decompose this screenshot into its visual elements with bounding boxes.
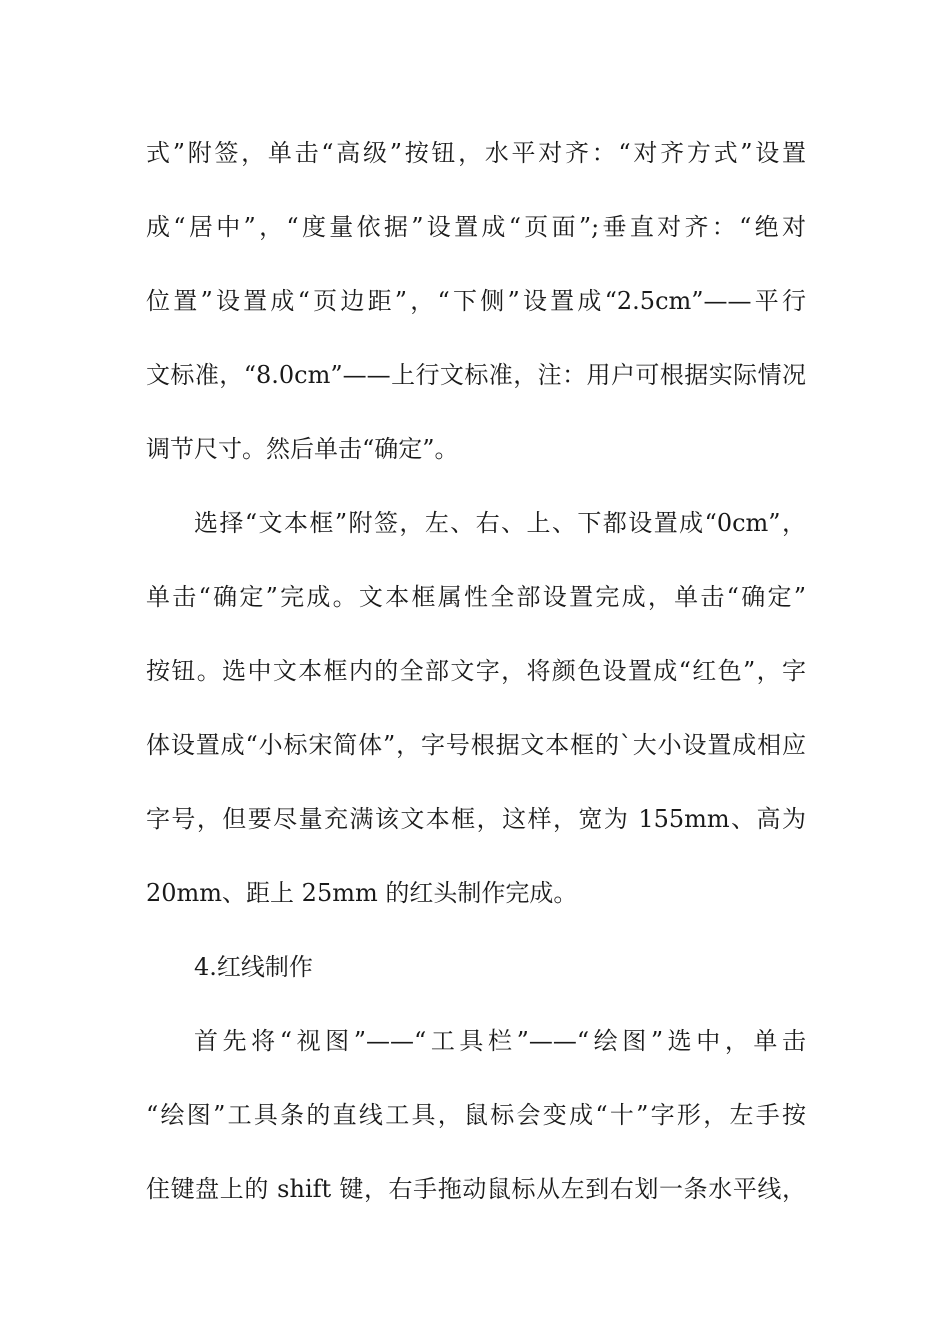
text-line: 调节尺寸。然后单击“确定”。 bbox=[146, 435, 459, 463]
paragraph-first-line: 首先将“视图”——“工具栏”——“绘图”选中，单击 bbox=[194, 1027, 806, 1055]
section-heading: 4.红线制作 bbox=[194, 953, 313, 981]
text-line: 体设置成“小标宋简体”，字号根据文本框的`大小设置成相应 bbox=[146, 731, 806, 759]
text-line: 成“居中”，“度量依据”设置成“页面”;垂直对齐：“绝对 bbox=[146, 213, 806, 241]
text-line: 住键盘上的 shift 键，右手拖动鼠标从左到右划一条水平线， bbox=[146, 1175, 806, 1203]
paragraph-first-line: 选择“文本框”附签，左、右、上、下都设置成“0cm”， bbox=[194, 509, 806, 537]
text-line: 20mm、距上 25mm 的红头制作完成。 bbox=[146, 879, 578, 907]
text-line: 字号，但要尽量充满该文本框，这样，宽为 155mm、高为 bbox=[146, 805, 806, 833]
text-line: 位置”设置成“页边距”，“下侧”设置成“2.5cm”——平行 bbox=[146, 287, 806, 315]
text-line: 单击“确定”完成。文本框属性全部设置完成，单击“确定” bbox=[146, 583, 806, 611]
text-line: “绘图”工具条的直线工具，鼠标会变成“十”字形，左手按 bbox=[146, 1101, 806, 1129]
text-line: 文标准，“8.0cm”——上行文标准，注：用户可根据实际情况 bbox=[146, 361, 806, 389]
text-line: 式”附签，单击“高级”按钮，水平对齐：“对齐方式”设置 bbox=[146, 139, 806, 167]
text-line: 按钮。选中文本框内的全部文字，将颜色设置成“红色”，字 bbox=[146, 657, 806, 685]
